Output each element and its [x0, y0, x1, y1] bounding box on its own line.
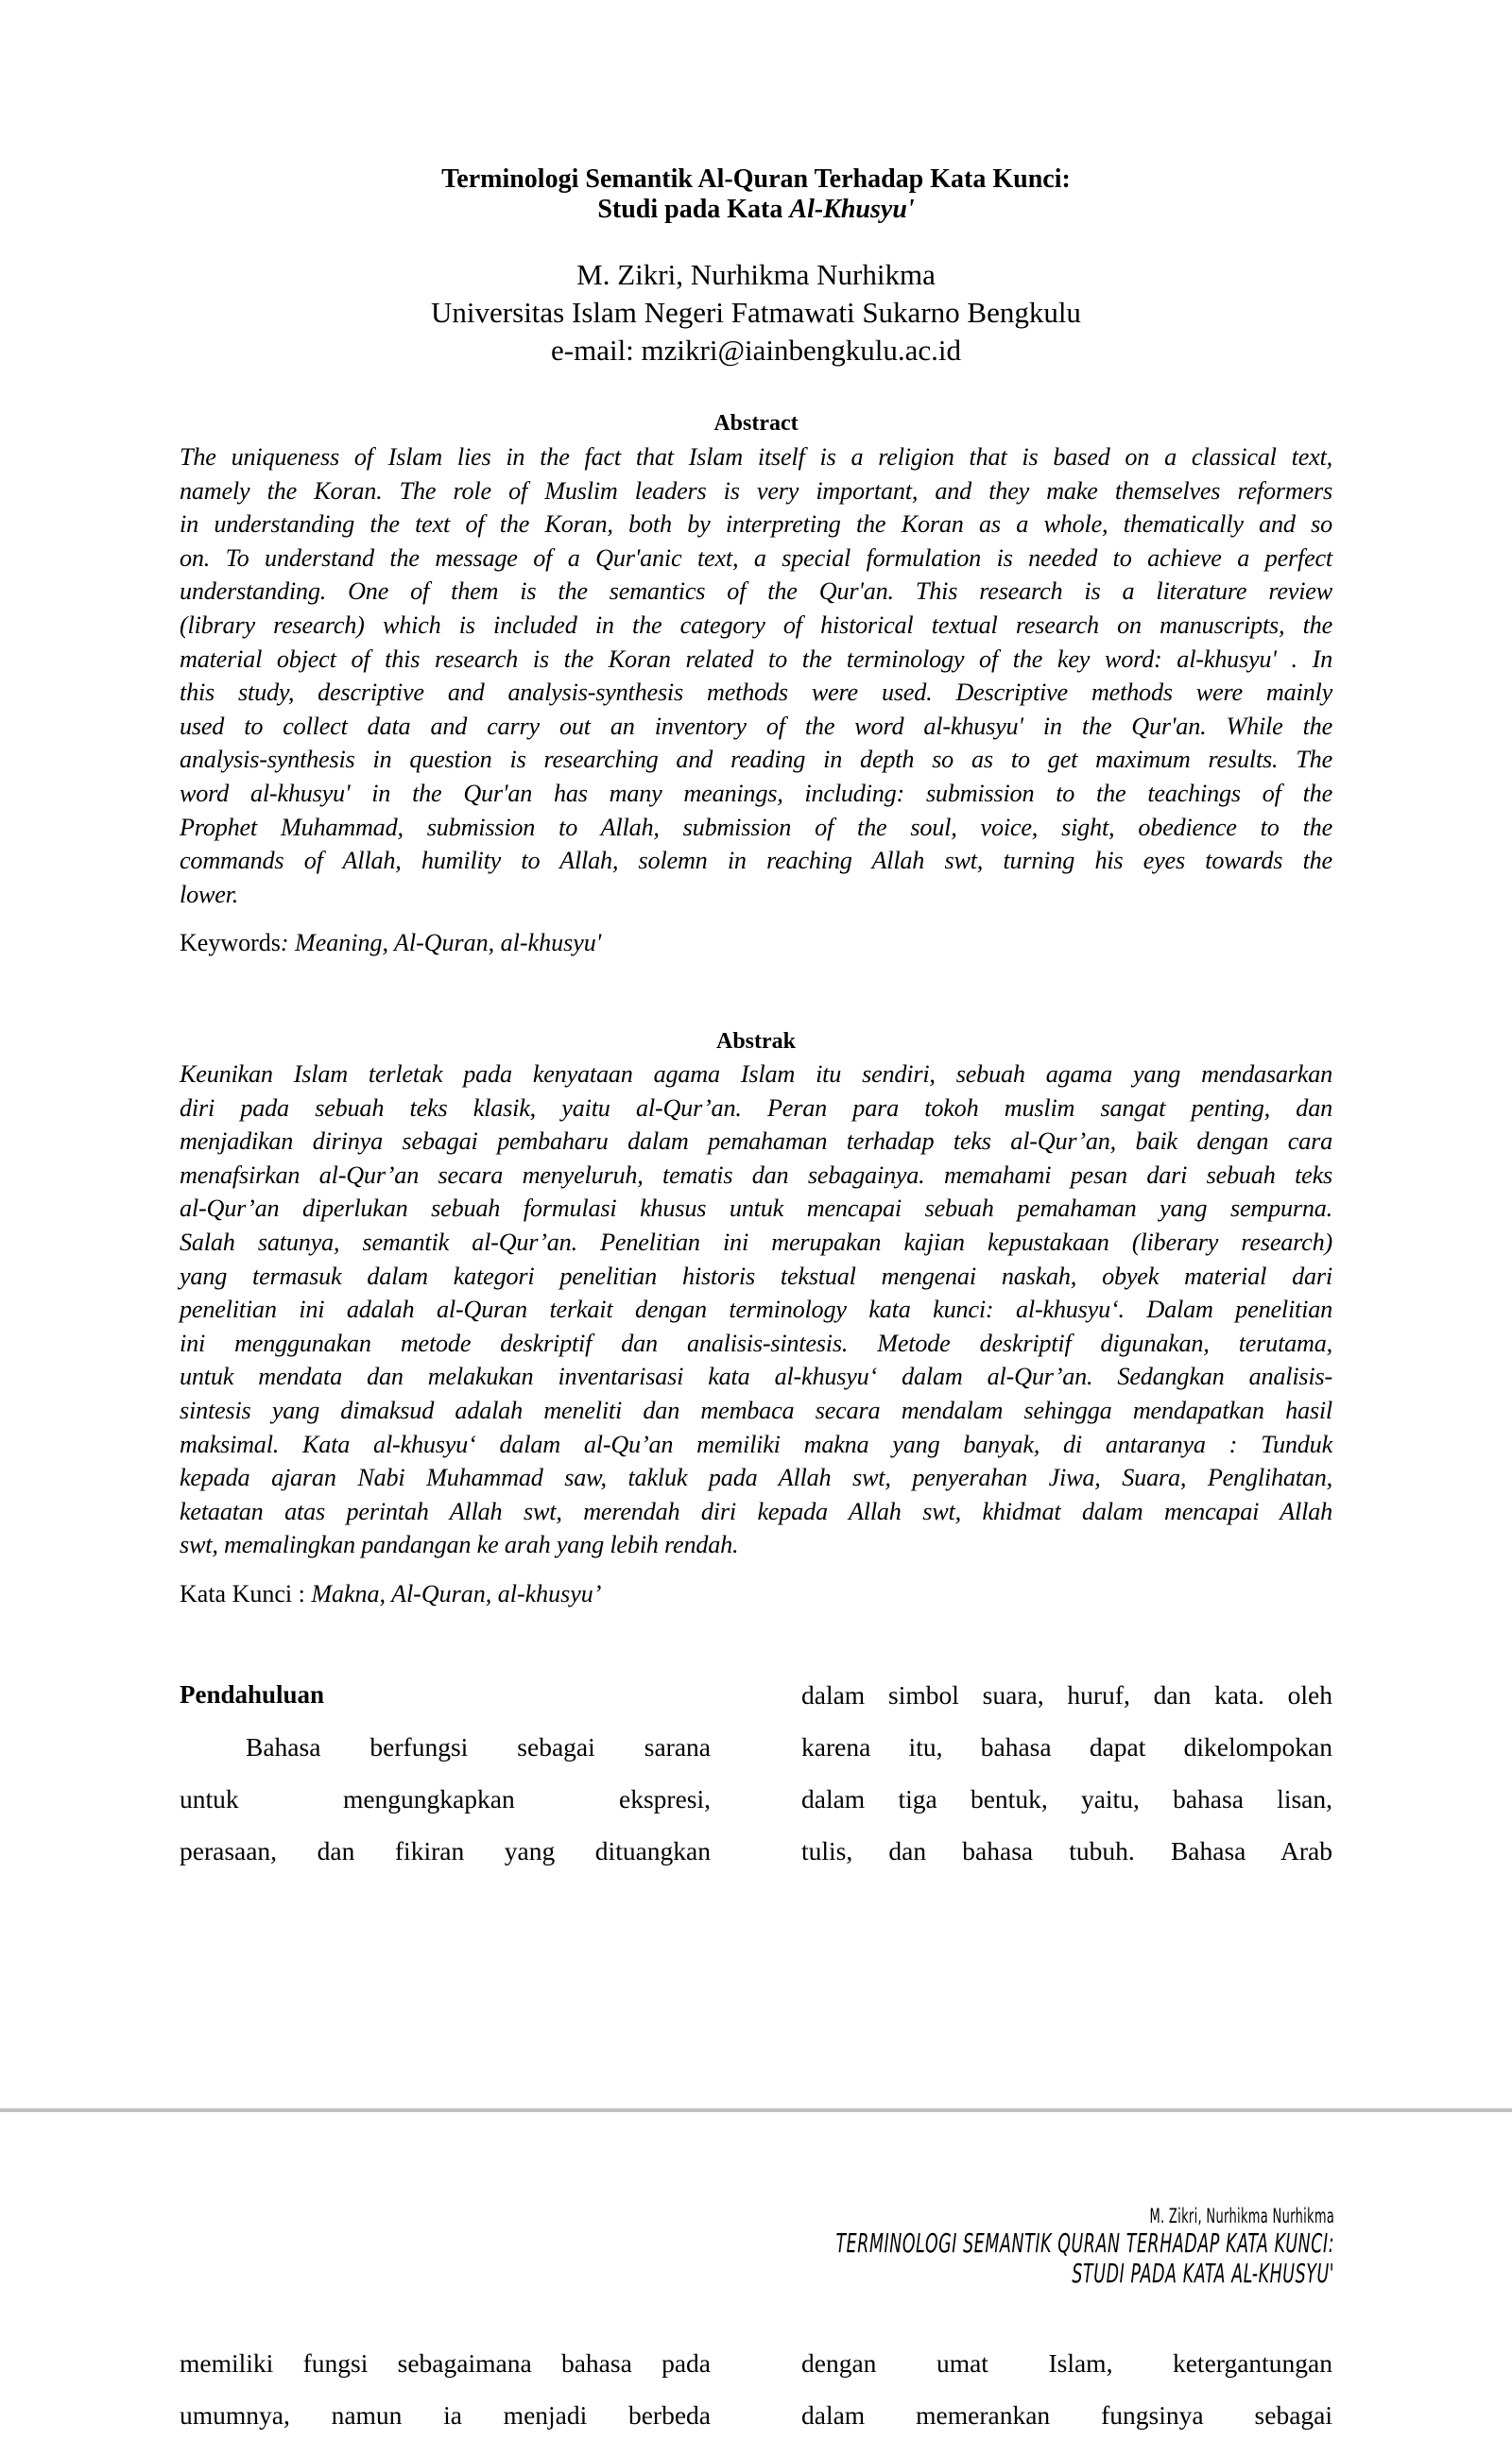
email[interactable]: e-mail: mzikri@iainbengkulu.ac.id	[551, 334, 961, 367]
abstract-line: menjadikan dirinya sebagai pembaharu dalam pemahaman terhadap teks al-Qur’an, baik dengan cara	[180, 1127, 1332, 1156]
abstract-line: kepada ajaran Nabi Muhammad saw, takluk pada Allah swt, penyerahan Jiwa, Suara, Penglihatan,	[180, 1464, 1332, 1492]
abstract-line: ketaatan atas perintah Allah swt, merendah diri kepada Allah swt, khidmat dalam mencapai Allah	[180, 1497, 1332, 1525]
abstract-line: commands of Allah, humility to Allah, solemn in reaching Allah swt, turning his eyes towards the	[180, 847, 1332, 875]
abstract-line: diri pada sebuah teks klasik, yaitu al-Qur’an. Peran para tokoh muslim sangat penting, dan	[180, 1093, 1332, 1122]
affiliation: Universitas Islam Negeri Fatmawati Sukarno Bengkulu	[431, 296, 1081, 329]
abstract-heading: Abstract	[713, 411, 799, 436]
abstract-line: sintesis yang dimaksud adalah meneliti dan membaca secara mendalam sehingga mendapatkan hasil	[180, 1396, 1332, 1424]
body-line: perasaan, dan fikiran yang dituangkan	[180, 1836, 711, 1865]
running-header-author: M. Zikri, Nurhikma Nurhikma	[1149, 2205, 1334, 2227]
abstract-line: The uniqueness of Islam lies in the fact that Islam itself is a religion that is based on a classical text,	[180, 443, 1332, 471]
kata-kunci-values: Makna, Al-Quran, al-khusyu’	[311, 1580, 602, 1607]
abstract-line: yang termasuk dalam kategori penelitian historis tekstual mengenai naskah, obyek material dari	[180, 1262, 1332, 1290]
abstract-line: maksimal. Kata al-khusyu‘ dalam al-Qu’an memiliki makna yang banyak, di antaranya : Tunduk	[180, 1430, 1332, 1458]
running-header-title-line-1: TERMINOLOGI SEMANTIK QURAN TERHADAP KATA KUNCI:	[835, 2227, 1334, 2259]
abstract-line: Salah satunya, semantik al-Qur’an. Penelitian ini merupakan kajian kepustakaan (liberary research)	[180, 1228, 1332, 1256]
keywords-label: Keywords	[180, 929, 281, 956]
body-right-column	[801, 1669, 1332, 1877]
title-line-2-prefix: Studi pada Kata	[597, 195, 790, 224]
abstrak-heading: Abstrak	[715, 1029, 796, 1054]
body-line: untuk mengungkapkan ekspresi,	[180, 1784, 711, 1814]
abstract-line: namely the Koran. The role of Muslim leaders is very important, and they make themselves reformers	[180, 476, 1332, 505]
abstract-line: material object of this research is the Koran related to the terminology of the key word: al-khusyu' . In	[180, 645, 1332, 673]
abstract-line: (library research) which is included in the category of historical textual research on manuscripts, the	[180, 610, 1332, 639]
page2-left-column	[180, 2337, 711, 2441]
title-line-2-italic: Al-Khusyu'	[789, 195, 915, 224]
abstrak-body	[180, 1057, 1332, 1562]
authors: M. Zikri, Nurhikma Nurhikma	[576, 258, 936, 291]
title-line-2	[180, 195, 1332, 225]
abstract-line: understanding. One of them is the semantics of the Qur'an. This research is a literature review	[180, 577, 1332, 606]
abstract-line: ini menggunakan metode deskriptif dan analisis-sintesis. Metode deskriptif digunakan, terutama,	[180, 1329, 1332, 1357]
body-line: Bahasa berfungsi sebagai sarana	[246, 1732, 711, 1762]
paper-title	[180, 164, 1332, 225]
running-header-title-line-2: STUDI PADA KATA AL-KHUSYU'	[1072, 2258, 1334, 2289]
abstract-line: on. To understand the message of a Qur'anic text, a special formulation is needed to achieve a perfect	[180, 543, 1332, 572]
body-line: dalam memerankan fungsinya sebagai	[801, 2400, 1332, 2430]
abstract-body	[180, 440, 1332, 911]
abstract-line: lower.	[180, 880, 239, 908]
body-line: umumnya, namun ia menjadi berbeda	[180, 2400, 711, 2430]
abstract-line: Keunikan Islam terletak pada kenyataan agama Islam itu sendiri, sebuah agama yang mendasarkan	[180, 1060, 1332, 1088]
abstract-line: analysis-synthesis in question is researching and reading in depth so as to get maximum results. The	[180, 746, 1332, 774]
keywords-sep: :	[280, 929, 296, 956]
abstract-line: untuk mendata dan melakukan inventarisasi kata al-khusyu‘ dalam al-Qur’an. Sedangkan analisis-	[180, 1363, 1332, 1391]
abstract-line: in understanding the text of the Koran, both by interpreting the Koran as a whole, thematically and so	[180, 510, 1332, 539]
abstract-line: menafsirkan al-Qur’an secara menyeluruh, tematis dan sebagainya. memahami pesan dari sebuah teks	[180, 1160, 1332, 1189]
keywords-values: Meaning, Al-Quran, al-khusyu'	[295, 929, 602, 956]
author-block	[180, 256, 1332, 370]
abstract-line: word al-khusyu' in the Qur'an has many meanings, including: submission to the teachings of the	[180, 779, 1332, 807]
body-line: tulis, dan bahasa tubuh. Bahasa Arab	[801, 1836, 1332, 1865]
body-line: dalam tiga bentuk, yaitu, bahasa lisan,	[801, 1784, 1332, 1814]
abstract-line: penelitian ini adalah al-Quran terkait dengan terminology kata kunci: al-khusyu‘. Dalam penelitian	[180, 1296, 1332, 1324]
title-line-1: Terminologi Semantik Al-Quran Terhadap Kata Kunci:	[441, 164, 1071, 194]
section-heading-pendahuluan: Pendahuluan	[180, 1680, 325, 1709]
body-left-column	[180, 1669, 711, 1877]
body-line: dalam simbol suara, huruf, dan kata. oleh	[801, 1680, 1332, 1710]
page2-right-column	[801, 2337, 1332, 2441]
abstract-line: Prophet Muhammad, submission to Allah, submission of the soul, voice, sight, obedience to the	[180, 813, 1332, 841]
body-line: karena itu, bahasa dapat dikelompokan	[801, 1732, 1332, 1762]
abstract-line: al-Qur’an diperlukan sebuah formulasi khusus untuk mencapai sebuah pemahaman yang sempurna.	[180, 1195, 1332, 1223]
abstract-line: used to collect data and carry out an inventory of the word al-khusyu' in the Qur'an. While the	[180, 712, 1332, 740]
body-line: memiliki fungsi sebagaimana bahasa pada	[180, 2348, 711, 2378]
abstract-line: this study, descriptive and analysis-synthesis methods were used. Descriptive methods were mainly	[180, 679, 1332, 707]
abstract-line: swt, memalingkan pandangan ke arah yang lebih rendah.	[180, 1531, 739, 1559]
kata-kunci-label: Kata Kunci :	[180, 1580, 312, 1607]
keywords	[180, 928, 1332, 958]
body-line: dengan umat Islam, ketergantungan	[801, 2348, 1332, 2378]
running-header	[835, 2204, 1334, 2289]
kata-kunci	[180, 1579, 1332, 1609]
